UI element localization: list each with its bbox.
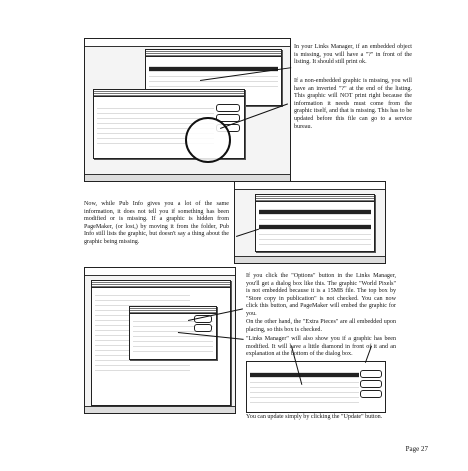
magnifier-lens	[185, 117, 231, 163]
screenshot-links-manager-modified	[246, 361, 386, 413]
paragraph-update-button: You can update simply by clicking the "Update" button.	[246, 414, 383, 420]
screenshot-links-manager-missing	[84, 38, 291, 182]
pub-info-window	[255, 194, 375, 252]
menu-bar	[85, 268, 235, 276]
link-options-dialog	[129, 306, 217, 360]
screenshot-pub-info	[234, 181, 386, 264]
menu-bar	[235, 182, 385, 190]
paragraph-modified-graphic: "Links Manager" will also show you if a graphic has been modified. It will have a little diamond in front of it and an explanation at the bottom of the dialog box.	[246, 336, 396, 358]
cancel-button	[194, 324, 212, 332]
menu-bar	[85, 39, 290, 47]
button	[360, 390, 382, 398]
paragraph-missing-embedded: In your Links Manager, if an embedded object is missing, you will have a "?" in front of the listing. It should still print ok.	[294, 44, 412, 66]
page-number: Page 27	[405, 445, 428, 453]
update-button	[360, 370, 382, 378]
button	[216, 104, 240, 112]
paragraph-extra-pieces: On the other hand, the "Extra Pieces" are all embedded upon placing, so this box is checked.	[246, 319, 396, 333]
paragraph-pub-info: Now, while Pub Info gives you a lot of the same information, it does not tell you if something has been modified or is missing. If a graphic is hidden from PageMaker, (or lost,) by moving it from the folder, Pub Info still lists the graphic, but doesn't say a thing about the graphic being missing.	[84, 201, 229, 245]
paragraph-missing-non-embedded: If a non-embedded graphic is missing, you will have an inverted "?" at the end of the listing. This graphic will NOT print right because the information it needs must come from the graphic itself, and that is missing. This has to be updated before this file can go to a service bureau.	[294, 78, 412, 130]
paragraph-options-button: If you click the "Options" button in the Links Manager, you'll get a dialog box like this. The graphic "World Pixels" is not embedded because it is a 15MB file. The top box by "Store copy in publication" is not checked. You can now click this button, and PageMaker will embed the graphic for you.	[246, 273, 396, 317]
screenshot-link-options-dialog	[84, 267, 236, 414]
button	[360, 380, 382, 388]
